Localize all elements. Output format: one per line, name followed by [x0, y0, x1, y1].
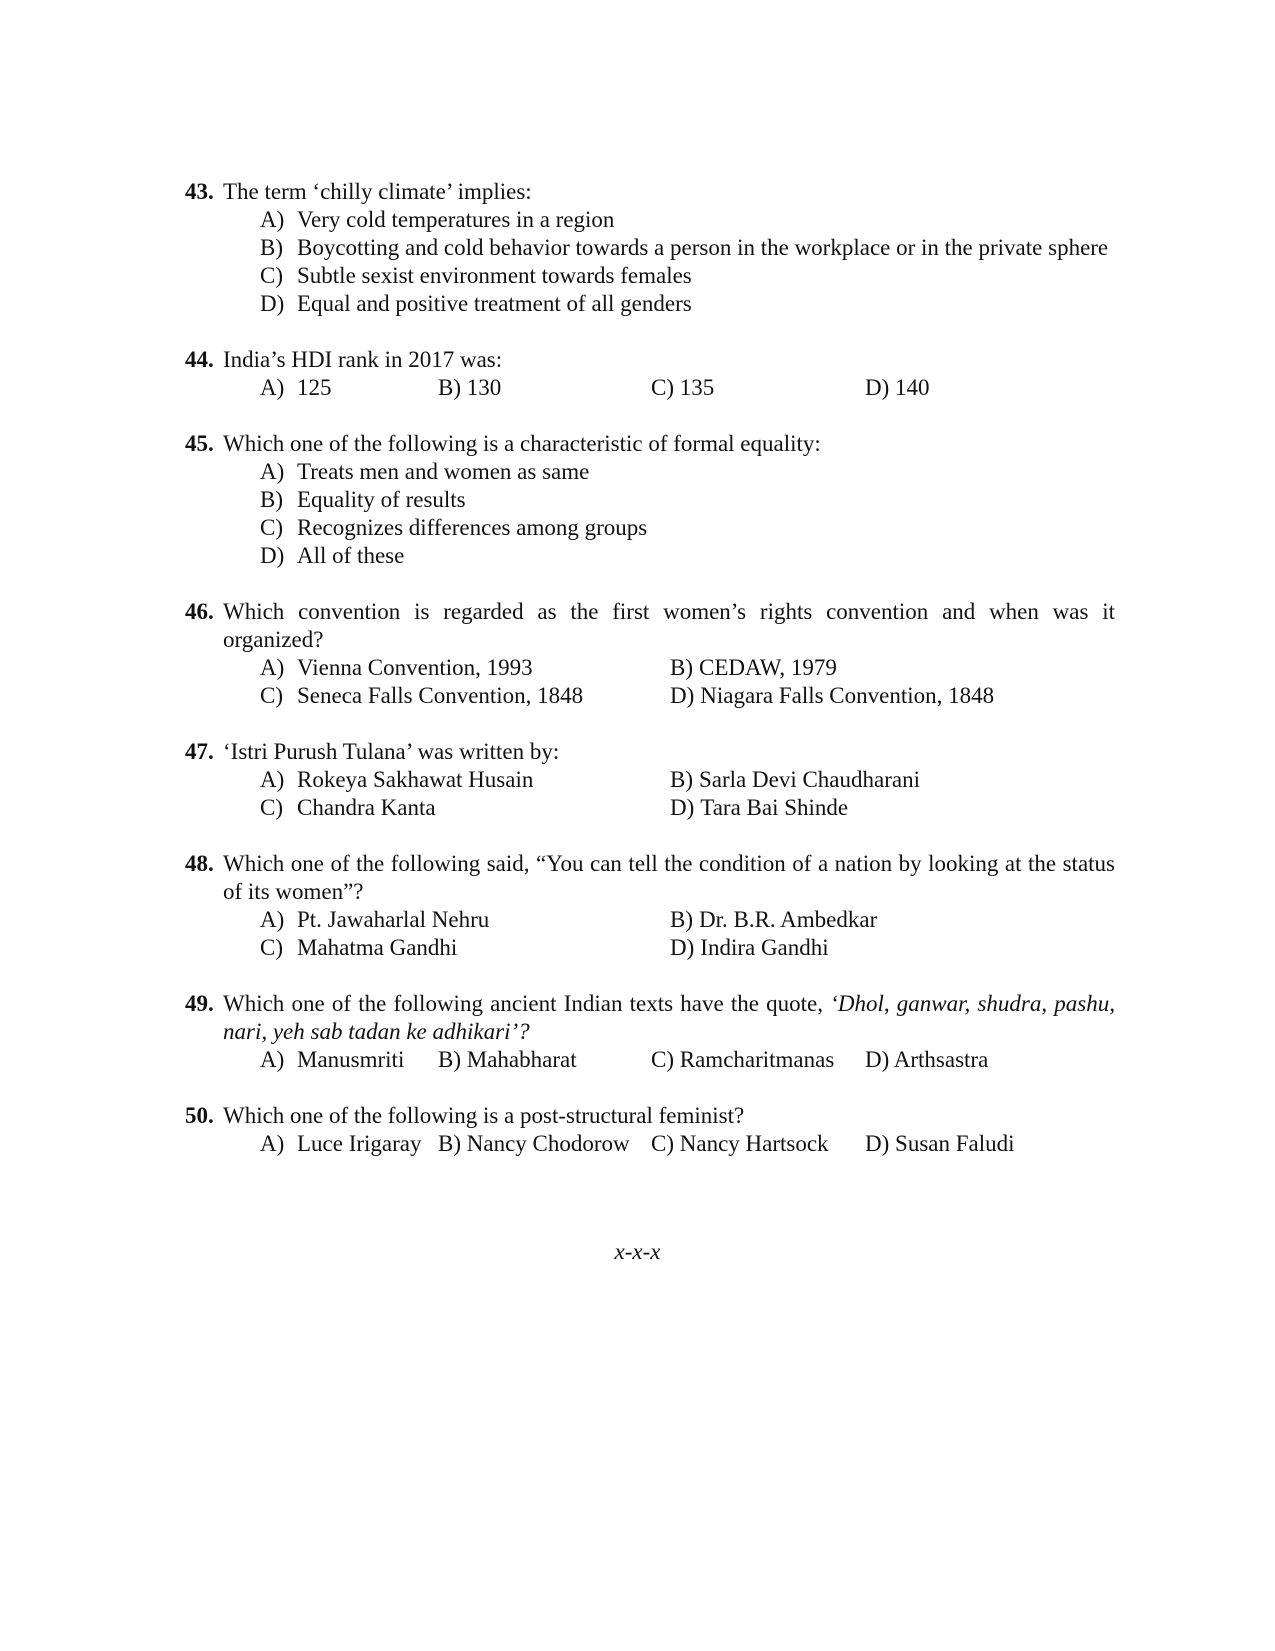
options-list [185, 654, 1115, 710]
option-label: B) [438, 1047, 461, 1072]
option-text: Indira Gandhi [700, 935, 829, 960]
option-d [865, 1046, 988, 1074]
question-43 [185, 178, 1115, 318]
option-label: B) [670, 907, 693, 932]
option-label: C) [651, 1047, 674, 1072]
option-text: Luce Irigaray [297, 1131, 422, 1156]
question-text: The term ‘chilly climate’ implies: [223, 179, 532, 204]
option-a [260, 374, 438, 402]
question-49 [185, 990, 1115, 1074]
option-label: A) [260, 1047, 285, 1072]
option-label: B) [260, 487, 283, 512]
question-48 [185, 850, 1115, 962]
option-text: Mahatma Gandhi [297, 935, 458, 960]
option-text: Treats men and women as same [297, 459, 590, 484]
option-c [651, 1046, 865, 1074]
option-text: Nancy Hartsock [679, 1131, 829, 1156]
option-c [260, 682, 670, 710]
option-a [260, 1046, 438, 1074]
option-text: Susan Faludi [895, 1131, 1015, 1156]
question-text-main: Which one of the following ancient Indian texts have the quote, [223, 991, 831, 1016]
option-a [260, 206, 1115, 234]
option-text: Tara Bai Shinde [700, 795, 849, 820]
option-a [260, 766, 670, 794]
question-text: ‘Istri Purush Tulana’ was written by: [223, 739, 560, 764]
option-text: Chandra Kanta [297, 795, 436, 820]
option-label: A) [260, 1131, 285, 1156]
option-b [438, 1130, 651, 1158]
question-number: 43. [185, 179, 214, 204]
option-text: Equality of results [297, 487, 466, 512]
option-c [260, 262, 1115, 290]
option-d [865, 1130, 1015, 1158]
option-text: Manusmriti [297, 1047, 405, 1072]
option-text: Boycotting and cold behavior towards a person in the workplace or in the private sphere [297, 235, 1109, 260]
option-label: B) [670, 655, 693, 680]
option-a [260, 1130, 438, 1158]
option-a [260, 458, 1115, 486]
end-of-paper-mark: x-x-x [614, 1239, 661, 1264]
option-label: C) [651, 375, 674, 400]
option-text: Vienna Convention, 1993 [297, 655, 533, 680]
option-c [651, 374, 865, 402]
option-d [670, 682, 1100, 710]
question-number: 48. [185, 851, 214, 876]
option-text: Equal and positive treatment of all genders [297, 291, 692, 316]
option-b [670, 766, 1100, 794]
option-text: 140 [895, 375, 930, 400]
option-b [260, 486, 1115, 514]
option-label: D) [670, 795, 695, 820]
option-label: A) [260, 907, 285, 932]
option-d [670, 794, 1100, 822]
question-text: India’s HDI rank in 2017 was: [223, 347, 503, 372]
option-text: CEDAW, 1979 [699, 655, 837, 680]
option-text: Very cold temperatures in a region [297, 207, 615, 232]
option-text: Nancy Chodorow [466, 1131, 630, 1156]
option-label: B) [670, 767, 693, 792]
question-list [185, 178, 1115, 1186]
option-text: Subtle sexist environment towards females [297, 263, 692, 288]
option-label: C) [260, 683, 283, 708]
quote-text: ‘Dhol, ganwar, shudra, pashu, nari, yeh sab tadan ke adhikari’? [223, 991, 1115, 1044]
question-number: 44. [185, 347, 214, 372]
question-text: Which convention is regarded as the first women’s rights convention and when was it organized? [223, 599, 1115, 652]
option-text: All of these [297, 543, 405, 568]
option-b [670, 906, 1100, 934]
option-c [260, 794, 670, 822]
question-text: Which one of the following is a characteristic of formal equality: [223, 431, 821, 456]
option-text: Sarla Devi Chaudharani [699, 767, 920, 792]
question-number: 46. [185, 599, 214, 624]
option-label: A) [260, 375, 285, 400]
option-label: D) [260, 291, 285, 316]
option-c [260, 514, 1115, 542]
option-text: Rokeya Sakhawat Husain [297, 767, 534, 792]
option-d [670, 934, 1100, 962]
option-label: A) [260, 767, 285, 792]
option-label: C) [260, 795, 283, 820]
question-47 [185, 738, 1115, 822]
option-label: C) [260, 935, 283, 960]
question-45 [185, 430, 1115, 570]
option-text: Arthsastra [893, 1047, 989, 1072]
option-label: A) [260, 459, 285, 484]
question-number: 45. [185, 431, 214, 456]
question-number: 47. [185, 739, 214, 764]
option-label: C) [651, 1131, 674, 1156]
options-list [185, 1046, 1115, 1074]
options-list [185, 374, 1115, 402]
question-44 [185, 346, 1115, 402]
question-text: Which one of the following said, “You can tell the condition of a nation by looking at the status of its women”? [223, 851, 1115, 904]
option-b [438, 1046, 651, 1074]
option-d [865, 374, 930, 402]
option-text: Seneca Falls Convention, 1848 [297, 683, 584, 708]
option-label: D) [260, 543, 285, 568]
question-number: 50. [185, 1103, 214, 1128]
option-label: D) [865, 1047, 890, 1072]
question-46 [185, 598, 1115, 710]
question-number: 49. [185, 991, 214, 1016]
option-b [260, 234, 1115, 262]
option-b [438, 374, 651, 402]
option-label: A) [260, 655, 285, 680]
option-a [260, 906, 670, 934]
option-text: 130 [466, 375, 502, 400]
options-list [185, 206, 1115, 318]
option-label: C) [260, 515, 283, 540]
question-text [223, 990, 1115, 1046]
option-text: 135 [679, 375, 715, 400]
option-label: D) [865, 375, 890, 400]
option-label: D) [670, 935, 695, 960]
options-list [185, 1130, 1115, 1158]
option-text: Recognizes differences among groups [297, 515, 648, 540]
option-text: Pt. Jawaharlal Nehru [297, 907, 490, 932]
option-a [260, 654, 670, 682]
option-c [260, 934, 670, 962]
option-label: B) [438, 1131, 461, 1156]
option-d [260, 290, 1115, 318]
options-list [185, 766, 1115, 822]
option-label: D) [670, 683, 695, 708]
option-label: C) [260, 263, 283, 288]
option-text: 125 [297, 375, 332, 400]
option-text: Ramcharitmanas [679, 1047, 835, 1072]
option-d [260, 542, 1115, 570]
question-text: Which one of the following is a post-structural feminist? [223, 1103, 745, 1128]
option-text: Dr. B.R. Ambedkar [699, 907, 878, 932]
question-50 [185, 1102, 1115, 1158]
option-b [670, 654, 1100, 682]
option-label: B) [438, 375, 461, 400]
option-label: A) [260, 207, 285, 232]
option-label: B) [260, 235, 283, 260]
option-label: D) [865, 1131, 890, 1156]
options-list [185, 458, 1115, 570]
option-text: Mahabharat [466, 1047, 577, 1072]
option-text: Niagara Falls Convention, 1848 [700, 683, 995, 708]
options-list [185, 906, 1115, 962]
option-c [651, 1130, 865, 1158]
